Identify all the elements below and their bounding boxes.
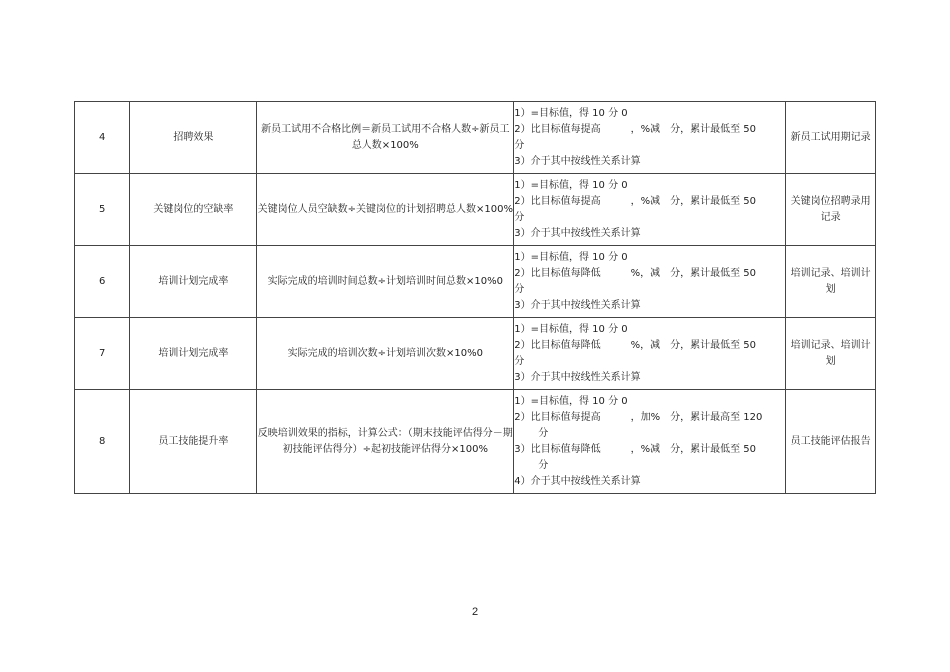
- table-row: [75, 246, 876, 318]
- row-number: 5: [75, 174, 130, 246]
- kpi-table: [74, 101, 876, 494]
- row-number: 7: [75, 318, 130, 390]
- rule-line: 2）比目标值每提高 ，%减 分，累计最低至 50: [514, 123, 757, 135]
- data-source: 新员工试用期记录: [786, 102, 876, 174]
- rule-line: 分: [514, 283, 525, 295]
- indicator-formula: 新员工试用不合格比例＝新员工试用不合格人数÷新员工总人数×100%: [257, 102, 514, 174]
- indicator-formula: 关键岗位人员空缺数÷关键岗位的计划招聘总人数×100%: [257, 174, 514, 246]
- rule-line: 4）介于其中按线性关系计算: [514, 475, 641, 487]
- rule-line: 1）=目标值，得 10 分 0: [514, 395, 628, 407]
- scoring-rules: [514, 174, 786, 246]
- data-source: 关键岗位招聘录用记录: [786, 174, 876, 246]
- indicator-name: 招聘效果: [130, 102, 257, 174]
- row-number: 8: [75, 390, 130, 494]
- rule-line: 3）介于其中按线性关系计算: [514, 371, 641, 383]
- scoring-rules: [514, 102, 786, 174]
- rule-line: 1）=目标值，得 10 分 0: [514, 323, 628, 335]
- indicator-formula: 实际完成的培训次数÷计划培训次数×10%0: [257, 318, 514, 390]
- indicator-name: 培训计划完成率: [130, 246, 257, 318]
- rule-line: 1）=目标值，得 10 分 0: [514, 179, 628, 191]
- scoring-rules: [514, 246, 786, 318]
- rule-line: 分: [514, 211, 525, 223]
- scoring-rules: [514, 390, 786, 494]
- table-row: [75, 390, 876, 494]
- rule-line: 2）比目标值每提高 ，%减 分，累计最低至 50: [514, 195, 757, 207]
- data-source: 培训记录、培训计划: [786, 246, 876, 318]
- table-row: [75, 102, 876, 174]
- indicator-name: 培训计划完成率: [130, 318, 257, 390]
- rule-line: 2）比目标值每降低 %，减 分，累计最低至 50: [514, 267, 757, 279]
- rule-line: 分: [514, 355, 525, 367]
- rule-line: 3）介于其中按线性关系计算: [514, 299, 641, 311]
- indicator-name: 关键岗位的空缺率: [130, 174, 257, 246]
- row-number: 6: [75, 246, 130, 318]
- rule-line: 2）比目标值每提高 ，加% 分，累计最高至 120: [514, 411, 763, 423]
- rule-line: 3）介于其中按线性关系计算: [514, 227, 641, 239]
- indicator-name: 员工技能提升率: [130, 390, 257, 494]
- rule-line: 1）=目标值，得 10 分 0: [514, 107, 628, 119]
- rule-line: 2）比目标值每降低 %，减 分，累计最低至 50: [514, 339, 757, 351]
- scoring-rules: [514, 318, 786, 390]
- data-source: 培训记录、培训计划: [786, 318, 876, 390]
- rule-line: 3）介于其中按线性关系计算: [514, 155, 641, 167]
- data-source: 员工技能评估报告: [786, 390, 876, 494]
- page-number: 2: [471, 606, 479, 618]
- rule-line: 分: [514, 139, 525, 151]
- indicator-formula: 实际完成的培训时间总数÷计划培训时间总数×10%0: [257, 246, 514, 318]
- row-number: 4: [75, 102, 130, 174]
- indicator-formula: 反映培训效果的指标，计算公式：（期末技能评估得分－期初技能评估得分）÷起初技能评估得分×100%: [257, 390, 514, 494]
- table-row: [75, 318, 876, 390]
- rule-line: 1）=目标值，得 10 分 0: [514, 251, 628, 263]
- table-row: [75, 174, 876, 246]
- rule-line: 分: [538, 427, 549, 439]
- rule-line: 3）比目标值每降低 ，%减 分，累计最低至 50: [514, 443, 757, 455]
- rule-line: 分: [538, 459, 549, 471]
